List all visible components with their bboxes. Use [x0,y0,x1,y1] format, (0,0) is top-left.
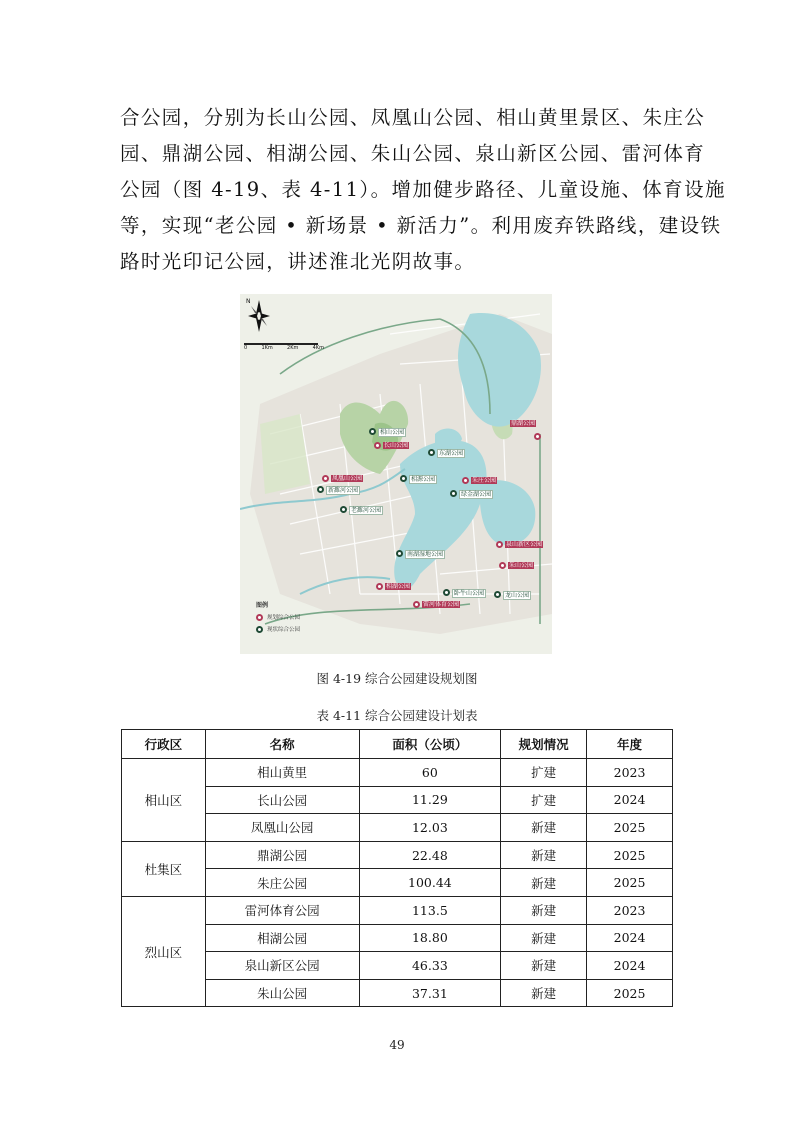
park-marker [317,486,324,493]
table-cell: 新建 [501,952,587,980]
table-cell: 相湖公园 [205,924,359,952]
table-cell: 2025 [587,869,673,897]
park-marker [413,601,420,608]
park-label: 新濉河公园 [328,487,359,494]
table-cell: 2024 [587,952,673,980]
paragraph-line: 路时光印记公园，讲述淮北光阴故事。 [120,250,476,273]
legend-label: 现状综合公园 [267,627,301,633]
table-header-row [122,730,673,759]
park-label: 凤凰山公园 [332,475,363,482]
scale-tick: 1Km [261,345,273,351]
column-header: 名称 [205,730,359,759]
legend-item-existing [256,625,300,633]
legend-title: 图例 [256,602,269,609]
table-cell: 60 [359,759,501,787]
park-label: 卧牛山公园 [454,590,485,597]
existing-park-icon [256,626,263,633]
column-header: 年度 [587,730,673,759]
table-row [122,841,673,869]
district-cell: 相山区 [122,759,206,842]
table-cell: 2024 [587,786,673,814]
scale-tick: 2Km [287,345,299,351]
district-cell: 烈山区 [122,896,206,1006]
table-cell: 11.29 [359,786,501,814]
table-cell: 2025 [587,979,673,1007]
park-marker [376,583,383,590]
page-number: 49 [389,1038,405,1052]
park-marker [499,562,506,569]
paragraph-line: 园、鼎湖公园、相湖公园、朱山公园、泉山新区公园、雷河体育 [120,142,706,165]
park-plan-map [240,294,552,654]
park-marker [428,449,435,456]
table-cell: 新建 [501,896,587,924]
table-cell: 113.5 [359,896,501,924]
north-label: N [246,298,251,305]
body-paragraph [120,100,726,280]
table-cell: 扩建 [501,786,587,814]
park-marker [534,433,541,440]
table-cell: 泉山新区公园 [205,952,359,980]
table-row [122,759,673,787]
park-label: 东湖公园 [439,450,464,457]
table-cell: 新建 [501,841,587,869]
table-cell: 2025 [587,814,673,842]
legend-item-planned [256,613,300,621]
park-label: 绿金湖公园 [461,491,492,498]
table-row [122,896,673,924]
paragraph-line: 公园（图 4-19、表 4-11）。增加健步路径、儿童设施、体育设施 [120,178,726,201]
scale-tick: 4Km [312,345,324,351]
park-marker [374,442,381,449]
map-legend [256,600,300,637]
park-marker [322,475,329,482]
park-label: 南湖湿地公园 [407,551,444,558]
park-plan-table [121,729,673,1007]
table-cell: 100.44 [359,869,501,897]
table-cell: 新建 [501,979,587,1007]
table-cell: 新建 [501,814,587,842]
park-marker [396,550,403,557]
table-cell: 长山公园 [205,786,359,814]
park-label: 朱庄公园 [472,477,497,484]
park-marker [450,490,457,497]
park-label: 老濉河公园 [351,507,382,514]
column-header: 行政区 [122,730,206,759]
table-cell: 相山黄里 [205,759,359,787]
table-cell: 凤凰山公园 [205,814,359,842]
column-header: 面积（公顷） [359,730,501,759]
park-label: 雷河体育公园 [423,601,460,608]
legend-label: 规划综合公园 [267,615,301,621]
park-label: 鼎湖公园 [511,420,536,427]
table-cell: 12.03 [359,814,501,842]
park-label: 相湖公园 [386,583,411,590]
table-cell: 朱庄公园 [205,869,359,897]
table-cell: 扩建 [501,759,587,787]
table-cell: 2023 [587,759,673,787]
park-marker [400,475,407,482]
table-caption: 表 4-11 综合公园建设计划表 [316,708,478,723]
table-cell: 2025 [587,841,673,869]
table-cell: 18.80 [359,924,501,952]
park-label: 相源公园 [411,476,436,483]
north-arrow [246,298,251,305]
paragraph-line: 合公园，分别为长山公园、凤凰山公园、相山黄里景区、朱庄公 [120,106,706,129]
scale-tick: 0 [244,345,248,351]
park-label: 朱山公园 [509,562,534,569]
park-label: 龙山公园 [505,592,530,599]
district-cell: 杜集区 [122,841,206,896]
table-cell: 新建 [501,869,587,897]
figure-caption: 图 4-19 综合公园建设规划图 [316,671,478,686]
planned-park-icon [256,614,263,621]
paragraph-line: 等，实现“老公园 • 新场景 • 新活力”。利用废弃铁路线，建设铁 [120,214,722,237]
park-marker [494,591,501,598]
column-header: 规划情况 [501,730,587,759]
park-label: 泉山新区公园 [506,541,543,548]
park-marker [496,541,503,548]
table-cell: 22.48 [359,841,501,869]
compass-icon [246,298,272,334]
park-marker [462,477,469,484]
table-cell: 鼎湖公园 [205,841,359,869]
table-cell: 新建 [501,924,587,952]
park-marker [340,506,347,513]
table-cell: 2023 [587,896,673,924]
table-cell: 朱山公园 [205,979,359,1007]
table-cell: 46.33 [359,952,501,980]
park-marker [369,428,376,435]
scale-bar [244,342,324,351]
park-label: 相山公园 [380,429,405,436]
table-cell: 雷河体育公园 [205,896,359,924]
table-cell: 2024 [587,924,673,952]
table-cell: 37.31 [359,979,501,1007]
park-marker [443,589,450,596]
park-label: 长山公园 [384,442,409,449]
